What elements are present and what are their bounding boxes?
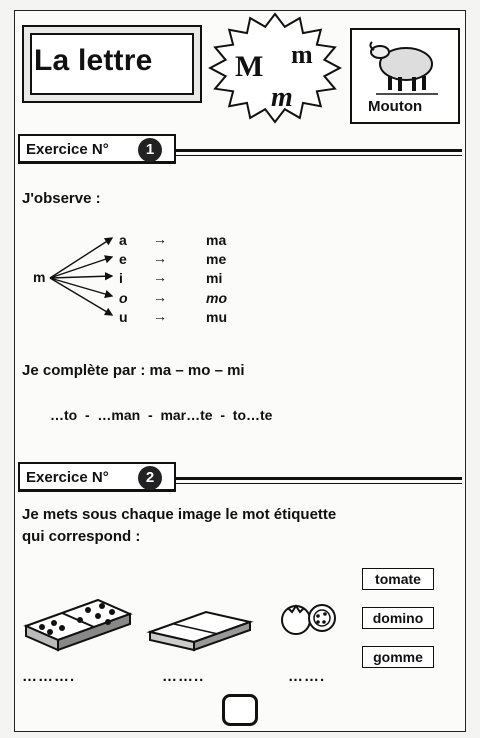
exercise-1-number: 1 xyxy=(138,138,162,162)
vowel-1: e xyxy=(119,251,127,267)
vowel-0: a xyxy=(119,232,127,248)
exercise-1-rule xyxy=(176,149,462,152)
arrow-icon: → xyxy=(153,289,167,305)
syllable-0: ma xyxy=(206,232,227,248)
syllable-2: mi xyxy=(206,270,223,286)
letter-uppercase: M xyxy=(235,50,264,83)
arrow-icon: → xyxy=(153,231,167,247)
consonant-m: m xyxy=(33,269,46,285)
answer-blank-1[interactable]: ………. xyxy=(22,668,76,685)
domino-icon xyxy=(20,596,135,652)
exercise-2-header xyxy=(18,462,462,496)
answer-blank-3[interactable]: ……. xyxy=(288,668,326,685)
label-gomme: gomme xyxy=(362,646,434,668)
branch-arrows xyxy=(40,228,120,324)
exercise-2-tab xyxy=(18,462,176,492)
exercise-1-tab xyxy=(18,134,176,164)
label-domino: domino xyxy=(362,607,434,629)
sheep-icon xyxy=(366,34,446,98)
arrow-icon: → xyxy=(153,269,167,285)
letter-starburst xyxy=(205,12,345,124)
arrow-icon: → xyxy=(153,308,167,324)
tomato-icon xyxy=(278,594,340,638)
eraser-icon xyxy=(146,606,256,652)
ex2-instruction-line1: Je mets sous chaque image le mot étiquette xyxy=(22,506,337,523)
ex2-instruction-line2: qui correspond : xyxy=(22,528,141,545)
answer-blank-2[interactable]: …….. xyxy=(162,668,205,685)
exercise-1-rule-thin xyxy=(176,155,462,156)
arrow-icon: → xyxy=(153,250,167,266)
exercise-2-label: Exercice N° xyxy=(26,469,109,486)
page-number-box xyxy=(222,694,258,726)
picture-caption: Mouton xyxy=(368,98,423,115)
page-title: La lettre xyxy=(34,44,153,77)
complete-instruction: Je complète par : ma – mo – mi xyxy=(22,362,245,379)
vowel-4: u xyxy=(119,309,128,325)
exercise-2-rule xyxy=(176,477,462,480)
observe-heading: J'observe : xyxy=(22,190,101,207)
fill-words: …to - …man - mar…te - to…te xyxy=(50,407,273,423)
syllable-4: mu xyxy=(206,309,227,325)
vowel-3: o xyxy=(119,290,128,306)
exercise-2-number: 2 xyxy=(138,466,162,490)
letter-cursive: m xyxy=(271,82,293,113)
syllable-3: mo xyxy=(206,290,227,306)
vowel-2: i xyxy=(119,270,123,286)
exercise-1-header xyxy=(18,134,462,168)
label-tomate: tomate xyxy=(362,568,434,590)
syllable-1: me xyxy=(206,251,227,267)
letter-lowercase: m xyxy=(291,40,313,69)
exercise-1-label: Exercice N° xyxy=(26,141,109,158)
sheep-picture-box xyxy=(350,28,460,124)
exercise-2-rule-thin xyxy=(176,483,462,484)
